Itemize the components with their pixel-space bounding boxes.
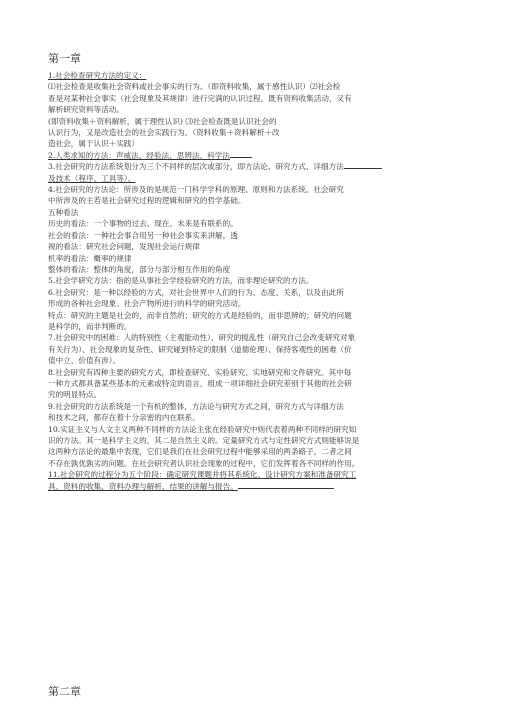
body-line: 不存在孰优孰劣的问题。在社会研究者认识社会现象的过程中，它们发挥着各不同样的作用。 bbox=[48, 458, 360, 468]
body-line: (即资料收集＋资料解析，属于理性认识) ⑶社会检查既是认识社会的 bbox=[48, 116, 277, 126]
chapter-2-heading: 第二章 bbox=[48, 685, 81, 698]
body-line: 社会的看法：一种社会事合用另一种社会事实来讲解。透 bbox=[48, 230, 238, 240]
body-line: 造社会，属于认识＋实践） bbox=[48, 139, 140, 149]
body-line: 形成的各种社会现象、社会产物所进行的科学的研究活动。 bbox=[48, 299, 246, 309]
body-line: 10.实证主义与人文主义两种不同样的方法论主张在经验研究中则代表着两种不同样的研究知 bbox=[48, 424, 357, 434]
body-line: 8.社会研究有四种主要的研究方式，即检查研究、实验研究、实地研究和文件研究。其中每 bbox=[48, 367, 352, 377]
body-line: 值中立、价值有涉）。 bbox=[48, 356, 121, 366]
body-line: 查是对某种社会事实（社会现象及其规律）进行完满的认识过程，既有资料收集活动，又有 bbox=[48, 93, 352, 103]
underline-rule bbox=[230, 156, 252, 158]
definition-heading: 1.社会检查研究方法的定义： bbox=[48, 71, 147, 80]
body-line: 7.社会研究中的困难：人的特别性（主观能动性）、研究的搅乱性（研究自己会改变研究对象 bbox=[48, 333, 356, 343]
body-line: 机率的看法：概率的规律 bbox=[48, 253, 132, 263]
body-line: 4.社会研究的方法论：所涉及的是规范一门科学学科的原理、原则和方法系统。社会研究 bbox=[48, 185, 344, 195]
body-line: 认识行为，又是改造社会的社会实践行为。（资料收集＋资料解析＋改 bbox=[48, 128, 280, 138]
body-line: 及技术（程序、工具等）。 bbox=[48, 173, 136, 183]
chapter-1-heading: 第一章 bbox=[48, 52, 81, 65]
section-heading: 五种看法 bbox=[48, 207, 79, 217]
body-line: 有关行为）、社会现象的复杂性、研究碰到特定的限制（道德伦理）、保持客观性的困难（价 bbox=[48, 344, 352, 354]
body-line: 解析研究资料等活动。 bbox=[48, 105, 124, 115]
body-line: 5.社会学研究方法：指的是从事社会学经验研究的方法，而非理论研究的方法。 bbox=[48, 276, 314, 286]
body-line: 中所涉及的主若是社会研究过程的逻辑和研究的哲学基础。 bbox=[48, 196, 246, 206]
body-line: 识的方法。其一是科学主义的，其二是自然主义的。定量研究方式与定性研究方式则能够说是 bbox=[48, 436, 360, 445]
body-line: 视的看法：研究社会问题，发现社会运行规律 bbox=[48, 242, 200, 252]
body-line: ⑴社会检查是收集社会资料或社会事实的行为。（即资料收集，属于感性认识）⑵社会检 bbox=[48, 82, 341, 92]
body-line: 一种方式都具备某些基本的元素或特定的语言，组成一项详细社会研究差别于其他的社会研 bbox=[48, 378, 352, 388]
body-line: 具、资料的收集、资料办理与解析、结果的讲解与报告。 bbox=[48, 481, 463, 492]
body-line: 3.社会研究的方法系统划分为三个不同样的层次或部分，即方法论、研究方式、详细方法 bbox=[48, 161, 463, 172]
body-line: 是科学的，而非判断的。 bbox=[48, 321, 132, 331]
body-line: 究的明显特点。 bbox=[48, 390, 102, 400]
body-line: 和技术之间，都存在着十分亲密的内在联系。 bbox=[48, 413, 200, 423]
body-line: 2.人类求知的方法：声威法、经验法、思辨法、科学法 bbox=[48, 150, 463, 161]
underline-rule bbox=[344, 167, 382, 169]
body-line: 11.社会研究的过程分为五个阶段：确定研究课题并将其系统化、设计研究方案和准备研究工 bbox=[48, 470, 357, 480]
body-line: 历史的看法：一个事物的过去、现在、未来是有联系的。 bbox=[48, 219, 238, 229]
underline-rule bbox=[238, 487, 334, 489]
body-line: 6.社会研究：是一种以经验的方式，对社会世界中人们的行为、态度、关系，以及由此所 bbox=[48, 287, 344, 297]
body-line: 这两种方法论的最集中表现，它们是我们在社会研究过程中能够采用的两条路子，二者之间 bbox=[48, 447, 352, 457]
body-line: 整体的看法：整体的角度，部分与部分相互作用的角度 bbox=[48, 264, 231, 274]
chapter-1-body bbox=[48, 70, 463, 492]
body-line: 特点：研究的主题是社会的，而非自然的；研究的方式是经验的，而非思辨的；研究的问题 bbox=[48, 310, 352, 320]
body-line: 9.社会研究的方法系统是一个有机的整体，方法论与研究方式之间，研究方式与详细方法 bbox=[48, 401, 344, 411]
